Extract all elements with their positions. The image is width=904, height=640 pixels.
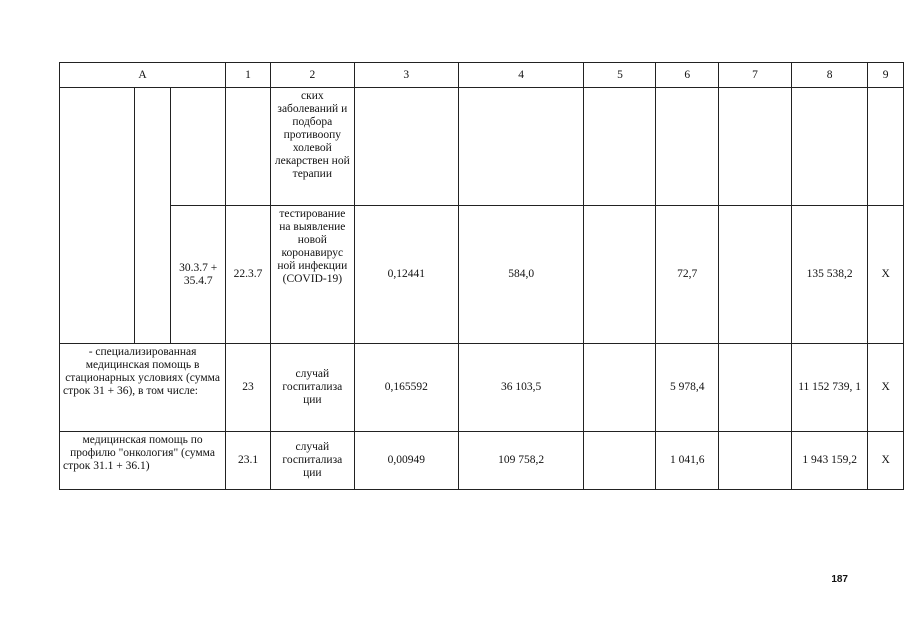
table-row [60,344,904,432]
cell-col7 [718,206,791,344]
cell-col3: 0,00949 [354,432,458,490]
table-row [60,206,904,344]
cell-col2: случай госпитализа ции [270,344,354,432]
header-cell-6: 6 [656,63,718,88]
cell-col1: 23.1 [226,432,271,490]
cell-col1: 23 [226,344,271,432]
cell-a-sub3: 30.3.7 + 35.4.7 [171,206,226,344]
header-cell-1: 1 [226,63,271,88]
header-cell-5: 5 [584,63,656,88]
cell-a-sub1 [60,88,135,344]
cell-col8: 11 152 739, 1 [792,344,868,432]
cell-col8: 1 943 159,2 [792,432,868,490]
cell-col5 [584,206,656,344]
cell-col6 [656,88,718,206]
cell-col2: тестирование на выявление новой коронавирус ной инфекции (COVID-19) [270,206,354,344]
header-cell-8: 8 [792,63,868,88]
cell-col6: 1 041,6 [656,432,718,490]
header-cell-2: 2 [270,63,354,88]
cell-col8 [792,88,868,206]
header-row [60,63,904,88]
table-row [60,432,904,490]
cell-col7 [718,88,791,206]
cell-col8: 135 538,2 [792,206,868,344]
header-cell-7: 7 [718,63,791,88]
cell-col1: 22.3.7 [226,206,271,344]
cell-col2: случай госпитализа ции [270,432,354,490]
cell-col6: 72,7 [656,206,718,344]
cell-col5 [584,88,656,206]
cell-col7 [718,344,791,432]
cell-col4: 109 758,2 [458,432,584,490]
cell-col3 [354,88,458,206]
cell-a: - специализированная медицинская помощь в стационарных условиях (сумма строк 31 + 36), в том числе: [60,344,226,432]
cell-col9 [868,88,904,206]
cell-col9: Х [868,432,904,490]
header-cell-a: А [60,63,226,88]
cell-col9: Х [868,206,904,344]
cell-col2: ских заболеваний и подбора противоопу холевой лекарствен ной терапии [270,88,354,206]
table-row [60,88,904,206]
cell-col9: Х [868,344,904,432]
page-number: 187 [831,574,848,585]
cell-col3: 0,12441 [354,206,458,344]
cell-col7 [718,432,791,490]
header-cell-4: 4 [458,63,584,88]
cell-a: медицинская помощь по профилю "онкология" (сумма строк 31.1 + 36.1) [60,432,226,490]
cell-col4: 36 103,5 [458,344,584,432]
cell-col5 [584,432,656,490]
cell-a-sub3 [171,88,226,206]
data-table [59,62,904,490]
cell-col1 [226,88,271,206]
cell-col6: 5 978,4 [656,344,718,432]
header-cell-3: 3 [354,63,458,88]
cell-col5 [584,344,656,432]
cell-col4: 584,0 [458,206,584,344]
cell-a-sub2 [134,88,171,344]
header-cell-9: 9 [868,63,904,88]
cell-col4 [458,88,584,206]
cell-col3: 0,165592 [354,344,458,432]
